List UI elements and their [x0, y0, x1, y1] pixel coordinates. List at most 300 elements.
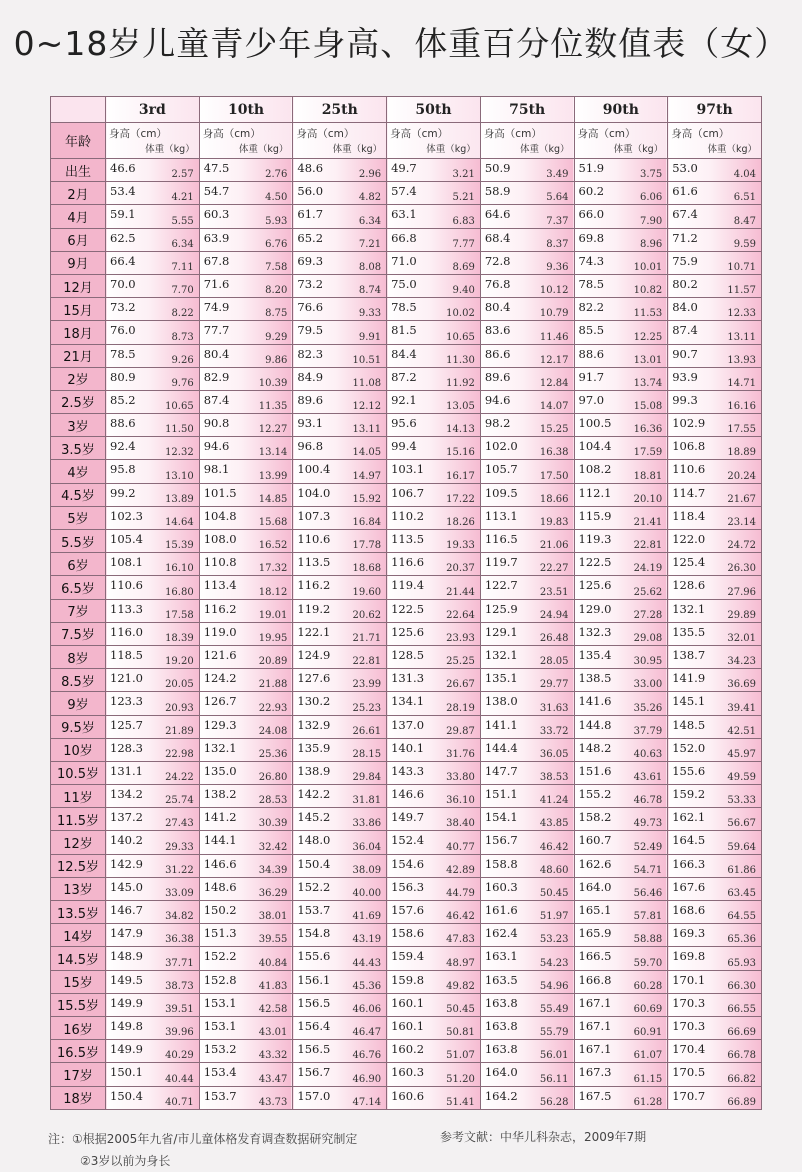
height-value: 116.6	[391, 555, 425, 570]
weight-value: 15.25	[539, 424, 569, 436]
weight-value: 31.63	[539, 702, 569, 714]
weight-value: 43.73	[258, 1097, 288, 1108]
height-value: 163.8	[484, 995, 518, 1010]
weight-value: 25.62	[633, 586, 663, 598]
weight-value: 10.82	[633, 285, 663, 297]
value-cell	[480, 993, 574, 1016]
value-cell	[480, 669, 574, 692]
height-value: 155.2	[578, 787, 612, 802]
value-cell	[387, 645, 481, 668]
weight-value: 8.96	[639, 238, 663, 250]
weight-value: 56.46	[633, 888, 663, 899]
height-value: 129.1	[484, 624, 518, 639]
weight-value: 24.22	[165, 772, 194, 784]
value-cell	[106, 738, 200, 761]
table-row	[51, 274, 762, 297]
value-cell	[387, 159, 481, 182]
value-cell	[106, 506, 200, 529]
height-value: 137.0	[391, 717, 425, 732]
weight-value: 17.22	[446, 493, 475, 505]
weight-value: 41.83	[258, 980, 288, 992]
height-value: 167.1	[578, 1042, 612, 1057]
height-value: 122.5	[578, 555, 612, 570]
weight-value: 13.89	[165, 493, 194, 505]
height-value: 124.2	[203, 671, 237, 686]
weight-value: 14.85	[258, 493, 288, 505]
value-cell	[199, 901, 293, 924]
table-row	[51, 808, 762, 831]
height-value: 113.1	[484, 508, 518, 523]
value-cell	[199, 831, 293, 854]
height-value: 160.1	[391, 995, 425, 1010]
value-cell	[106, 854, 200, 877]
height-value: 102.9	[672, 416, 706, 431]
height-value: 149.9	[110, 995, 143, 1010]
age-cell: 7岁	[51, 599, 106, 622]
height-value: 123.3	[110, 694, 143, 709]
value-cell	[574, 390, 668, 413]
value-cell	[668, 1016, 762, 1039]
value-cell	[106, 808, 200, 831]
weight-value: 60.28	[633, 980, 663, 992]
value-cell	[574, 901, 668, 924]
value-cell	[668, 645, 762, 668]
height-value: 138.0	[484, 694, 518, 709]
value-cell	[387, 460, 481, 483]
value-cell	[293, 321, 387, 344]
weight-value: 22.98	[165, 748, 194, 760]
height-value: 165.1	[578, 903, 612, 917]
value-cell	[293, 251, 387, 274]
table-row	[51, 1086, 762, 1110]
weight-value: 65.36	[727, 934, 756, 946]
value-cell	[668, 414, 762, 437]
value-cell	[480, 321, 574, 344]
value-cell	[199, 205, 293, 228]
value-cell	[106, 483, 200, 506]
weight-value: 13.10	[165, 470, 194, 482]
weight-value: 26.61	[352, 725, 382, 737]
height-value: 163.5	[484, 972, 518, 987]
note-prefix: 注：	[48, 1132, 73, 1146]
value-cell	[106, 228, 200, 251]
height-value: 164.0	[578, 879, 612, 894]
weight-value: 8.75	[265, 308, 288, 320]
value-cell	[668, 622, 762, 645]
height-value: 134.1	[391, 694, 425, 709]
table-row	[51, 1063, 762, 1086]
value-cell	[106, 251, 200, 274]
weight-value: 8.73	[171, 331, 194, 343]
height-value: 167.5	[578, 1088, 612, 1103]
age-cell: 15.5岁	[51, 993, 106, 1016]
height-value: 154.6	[391, 856, 425, 871]
height-value: 69.3	[297, 253, 324, 268]
weight-value: 18.81	[633, 470, 663, 482]
age-cell: 14岁	[51, 924, 106, 947]
value-cell	[480, 251, 574, 274]
weight-value: 66.55	[727, 1003, 756, 1015]
height-value: 148.9	[110, 949, 143, 964]
weight-value: 46.47	[352, 1027, 382, 1039]
value-cell	[668, 298, 762, 321]
value-cell	[387, 530, 481, 553]
height-value: 148.5	[672, 717, 706, 732]
weight-value: 60.69	[633, 1003, 663, 1015]
age-cell: 7.5岁	[51, 622, 106, 645]
value-cell	[668, 993, 762, 1016]
weight-value: 7.11	[171, 261, 194, 273]
height-value: 80.4	[203, 346, 230, 361]
weight-value: 21.67	[727, 493, 756, 505]
weight-value: 26.48	[539, 632, 569, 644]
height-value: 150.1	[110, 1065, 143, 1080]
table-row	[51, 599, 762, 622]
table-row	[51, 993, 762, 1016]
height-value: 156.1	[297, 972, 331, 987]
value-cell	[106, 622, 200, 645]
value-cell	[293, 645, 387, 668]
value-cell	[668, 367, 762, 390]
value-cell	[199, 367, 293, 390]
height-value: 141.9	[672, 671, 706, 686]
value-cell	[387, 298, 481, 321]
height-value: 99.2	[110, 485, 136, 500]
value-cell	[293, 1063, 387, 1086]
value-cell	[574, 622, 668, 645]
weight-value: 43.47	[258, 1073, 288, 1085]
height-value: 163.8	[484, 1042, 518, 1057]
height-value: 157.6	[391, 903, 425, 917]
value-cell	[480, 831, 574, 854]
weight-value: 22.81	[352, 656, 382, 668]
weight-value: 9.86	[265, 354, 288, 366]
weight-value: 9.76	[171, 377, 194, 389]
value-cell	[199, 669, 293, 692]
height-value: 167.1	[578, 1018, 612, 1033]
weight-value: 61.15	[633, 1073, 663, 1085]
value-cell	[387, 228, 481, 251]
height-unit-label: 身高（cm）	[202, 128, 261, 140]
height-value: 92.1	[391, 392, 417, 407]
weight-value: 66.30	[727, 980, 756, 992]
weight-value: 16.84	[352, 517, 382, 528]
height-value: 89.6	[484, 369, 511, 384]
weight-value: 16.10	[165, 563, 194, 575]
weight-value: 17.78	[352, 540, 382, 552]
height-value: 129.0	[578, 601, 612, 616]
height-value: 151.1	[484, 787, 518, 802]
height-value: 160.2	[391, 1042, 425, 1057]
weight-value: 40.71	[165, 1097, 194, 1108]
value-cell	[106, 367, 200, 390]
value-cell	[574, 483, 668, 506]
height-value: 144.4	[484, 740, 518, 755]
weight-unit-label: 体重（kg）	[426, 144, 476, 155]
value-cell	[480, 808, 574, 831]
header-corner	[51, 97, 106, 123]
weight-value: 48.97	[446, 957, 475, 969]
height-value: 81.5	[391, 323, 417, 338]
value-cell	[293, 506, 387, 529]
height-value: 119.0	[203, 624, 237, 639]
weight-value: 23.99	[352, 679, 382, 691]
value-cell	[199, 877, 293, 900]
value-cell	[199, 483, 293, 506]
table-row	[51, 761, 762, 784]
value-cell	[574, 205, 668, 228]
value-cell	[387, 715, 481, 738]
height-value: 153.7	[297, 903, 331, 917]
weight-value: 33.09	[165, 888, 194, 899]
weight-value: 34.39	[258, 864, 288, 876]
table-row	[51, 1040, 762, 1063]
value-cell	[106, 530, 200, 553]
height-value: 160.6	[391, 1088, 425, 1103]
value-cell	[668, 692, 762, 715]
weight-value: 14.13	[446, 424, 475, 436]
value-cell	[106, 947, 200, 970]
value-cell	[574, 947, 668, 970]
value-cell	[199, 970, 293, 993]
value-cell	[668, 159, 762, 182]
value-cell	[199, 924, 293, 947]
height-value: 129.3	[203, 717, 237, 732]
value-cell	[387, 947, 481, 970]
height-value: 108.0	[203, 532, 237, 546]
age-cell: 15岁	[51, 970, 106, 993]
weight-value: 51.97	[539, 911, 569, 923]
weight-value: 36.05	[539, 748, 569, 760]
height-value: 148.6	[203, 879, 237, 894]
value-cell	[668, 599, 762, 622]
value-cell	[293, 599, 387, 622]
age-cell: 6岁	[51, 553, 106, 576]
age-cell: 11.5岁	[51, 808, 106, 831]
value-cell	[106, 344, 200, 367]
weight-value: 9.36	[546, 261, 569, 273]
height-value: 149.7	[391, 810, 425, 825]
value-cell	[199, 1016, 293, 1039]
height-value: 105.4	[110, 532, 143, 546]
percentile-table	[50, 96, 762, 1110]
height-value: 167.3	[578, 1065, 612, 1080]
age-cell: 5岁	[51, 506, 106, 529]
value-cell	[480, 1086, 574, 1110]
height-value: 60.2	[578, 184, 605, 199]
height-value: 113.5	[391, 532, 425, 546]
height-unit-label: 身高（cm）	[577, 128, 636, 140]
weight-value: 25.36	[258, 748, 288, 760]
height-value: 66.0	[578, 207, 605, 222]
weight-value: 13.74	[633, 377, 663, 389]
value-cell	[668, 1040, 762, 1063]
height-value: 122.1	[297, 624, 331, 639]
height-value: 152.2	[203, 949, 237, 964]
height-value: 125.6	[391, 624, 425, 639]
weight-value: 56.28	[539, 1097, 569, 1108]
value-cell	[106, 1016, 200, 1039]
weight-value: 43.61	[633, 772, 663, 784]
height-value: 79.5	[297, 323, 324, 338]
value-cell	[480, 182, 574, 205]
weight-value: 46.42	[539, 841, 569, 853]
note-1: ①根据2005年九省/市儿童体格发育调查数据研究制定	[72, 1132, 358, 1146]
weight-value: 17.55	[727, 424, 756, 436]
weight-value: 44.79	[446, 888, 475, 899]
table-row	[51, 182, 762, 205]
height-value: 160.3	[484, 879, 518, 894]
note-2: ②3岁以前为身长	[80, 1154, 171, 1168]
weight-value: 10.02	[446, 308, 475, 320]
height-value: 101.5	[203, 485, 237, 500]
height-value: 144.8	[578, 717, 612, 732]
value-cell	[574, 437, 668, 460]
height-value: 168.6	[672, 903, 706, 917]
value-cell	[387, 901, 481, 924]
weight-value: 43.19	[352, 934, 382, 946]
age-cell: 3岁	[51, 414, 106, 437]
weight-value: 23.14	[727, 517, 756, 528]
weight-value: 15.08	[633, 401, 663, 413]
age-cell: 12月	[51, 274, 106, 297]
height-value: 108.1	[110, 555, 143, 570]
value-cell	[668, 715, 762, 738]
height-value: 114.7	[672, 485, 706, 500]
table-row	[51, 924, 762, 947]
value-cell	[293, 947, 387, 970]
height-value: 150.2	[203, 903, 237, 917]
height-value: 145.1	[672, 694, 706, 709]
height-value: 100.5	[578, 416, 612, 431]
weight-value: 28.15	[352, 748, 382, 760]
weight-value: 6.06	[639, 192, 663, 204]
value-cell	[480, 367, 574, 390]
value-cell	[387, 483, 481, 506]
weight-value: 17.59	[633, 447, 663, 459]
weight-value: 25.25	[446, 656, 475, 668]
weight-value: 49.82	[446, 980, 475, 992]
weight-value: 8.74	[358, 285, 382, 297]
weight-value: 47.83	[446, 934, 475, 946]
age-column-label: 年龄	[51, 123, 106, 159]
weight-value: 43.01	[258, 1027, 288, 1039]
height-value: 110.6	[672, 462, 706, 477]
height-value: 152.4	[391, 833, 425, 848]
height-value: 90.7	[672, 346, 698, 361]
age-cell: 3.5岁	[51, 437, 106, 460]
value-cell	[574, 808, 668, 831]
weight-value: 18.12	[258, 586, 288, 598]
weight-value: 5.55	[171, 215, 194, 227]
weight-value: 7.37	[546, 215, 569, 227]
weight-value: 52.49	[633, 841, 663, 853]
height-value: 92.4	[110, 439, 136, 454]
height-value: 158.6	[391, 926, 425, 941]
weight-value: 40.44	[165, 1073, 194, 1085]
value-cell	[293, 205, 387, 228]
weight-value: 3.21	[452, 169, 475, 181]
weight-value: 45.36	[352, 980, 382, 992]
percentile-header: 25th	[293, 97, 387, 123]
weight-value: 40.29	[165, 1050, 194, 1062]
height-value: 78.5	[578, 276, 605, 291]
weight-value: 2.57	[171, 169, 194, 181]
height-value: 152.8	[203, 972, 237, 987]
weight-unit-label: 体重（kg）	[332, 144, 383, 155]
weight-value: 20.37	[446, 563, 475, 575]
weight-value: 12.12	[352, 401, 382, 413]
weight-value: 66.89	[727, 1097, 756, 1108]
value-cell	[668, 924, 762, 947]
weight-value: 33.00	[633, 679, 663, 691]
height-value: 156.3	[391, 879, 425, 894]
height-value: 161.6	[484, 903, 518, 917]
value-cell	[293, 274, 387, 297]
value-cell	[480, 274, 574, 297]
height-value: 98.1	[203, 462, 230, 477]
value-cell	[480, 553, 574, 576]
weight-value: 11.57	[727, 285, 756, 297]
height-value: 113.3	[110, 601, 143, 616]
height-value: 131.1	[110, 763, 143, 778]
weight-value: 50.45	[446, 1003, 475, 1015]
height-value: 119.7	[484, 555, 518, 570]
weight-value: 20.24	[727, 470, 756, 482]
height-unit-label: 身高（cm）	[483, 128, 542, 140]
value-cell	[387, 831, 481, 854]
height-value: 93.9	[672, 369, 698, 384]
value-cell	[668, 530, 762, 553]
value-cell	[293, 1040, 387, 1063]
value-cell	[293, 437, 387, 460]
height-value: 105.7	[484, 462, 518, 477]
weight-value: 14.97	[352, 470, 382, 482]
weight-value: 46.42	[446, 911, 475, 923]
weight-value: 66.78	[727, 1050, 756, 1062]
height-value: 84.4	[391, 346, 417, 361]
value-cell	[387, 924, 481, 947]
height-value: 151.3	[203, 926, 237, 941]
height-value: 87.4	[672, 323, 698, 338]
value-cell	[106, 298, 200, 321]
weight-value: 8.47	[733, 215, 756, 227]
height-value: 148.2	[578, 740, 612, 755]
value-cell	[480, 390, 574, 413]
height-value: 154.8	[297, 926, 331, 941]
age-cell: 16.5岁	[51, 1040, 106, 1063]
height-value: 67.8	[203, 253, 230, 268]
value-cell	[199, 808, 293, 831]
height-value: 51.9	[578, 161, 605, 175]
height-value: 78.5	[110, 346, 136, 361]
height-value: 91.7	[578, 369, 605, 384]
legend-cell	[480, 123, 574, 159]
weight-value: 11.08	[352, 377, 382, 389]
height-value: 138.5	[578, 671, 612, 686]
value-cell	[106, 970, 200, 993]
value-cell	[480, 414, 574, 437]
value-cell	[668, 970, 762, 993]
value-cell	[574, 159, 668, 182]
weight-value: 41.24	[539, 795, 569, 807]
age-cell: 2.5岁	[51, 390, 106, 413]
height-value: 74.9	[203, 300, 230, 315]
table-row	[51, 530, 762, 553]
value-cell	[387, 599, 481, 622]
value-cell	[480, 437, 574, 460]
height-value: 71.6	[203, 276, 230, 291]
